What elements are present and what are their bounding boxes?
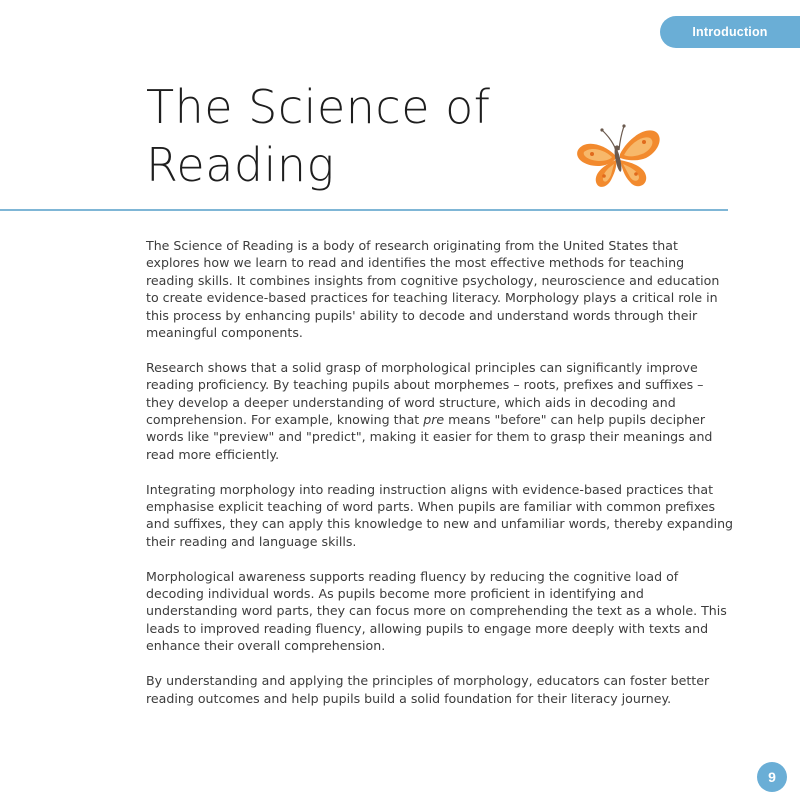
paragraph-1: The Science of Reading is a body of research originating from the United States that explores how we learn to read and identifies the most effective methods for teaching reading skills. It combines insights from cognitive psychology, neuroscience and education to create evidence-based practices for teaching literacy. Morphology plays a critical role in this process by enhancing pupils' ability to decode and understand words through their meaningful components.: [146, 238, 720, 341]
page-number: 9: [768, 769, 776, 785]
paragraph-4: Morphological awareness supports reading fluency by reducing the cognitive load of decoding individual words. As pupils become more proficient in identifying and understanding word parts, they can focus more on comprehending the text as a whole. This leads to improved reading fluency, allowing pupils to engage more deeply with texts and enhance their overall comprehension.: [146, 568, 727, 654]
paragraph-2: [146, 359, 734, 463]
page-number-badge: [757, 762, 787, 792]
page-title-line-2: Reading: [146, 138, 335, 192]
paragraph-3: Integrating morphology into reading instruction aligns with evidence-based practices that emphasise explicit teaching of word parts. When pupils are familiar with common prefixes and suffixes, they can apply this knowledge to new and unfamiliar words, thereby expanding their reading and language skills.: [146, 481, 734, 549]
article-body: [146, 237, 734, 724]
section-tab-label: Introduction: [692, 25, 768, 39]
page-title-line-1: The Science of: [146, 80, 491, 134]
title-divider: [0, 209, 728, 211]
page-title: [146, 78, 490, 194]
paragraph-2-text-after: means "before" can help pupils decipher words like "preview" and "predict", making it easier for them to grasp their meanings and read more efficiently.: [146, 412, 713, 462]
butterfly-icon: [572, 120, 664, 196]
paragraph-5: By understanding and applying the principles of morphology, educators can foster better reading outcomes and help pupils build a solid foundation for their literacy journey.: [146, 673, 710, 706]
paragraph-2-emphasis: pre: [423, 412, 445, 428]
paragraph-2-text-before: Research shows that a solid grasp of morphological principles can significantly improve reading proficiency. By teaching pupils about morphemes – roots, prefixes and suffixes – they develop a deeper understanding of word structure, which aids in decoding and comprehension. For example, knowing that: [146, 359, 704, 428]
section-tab: [660, 16, 800, 48]
